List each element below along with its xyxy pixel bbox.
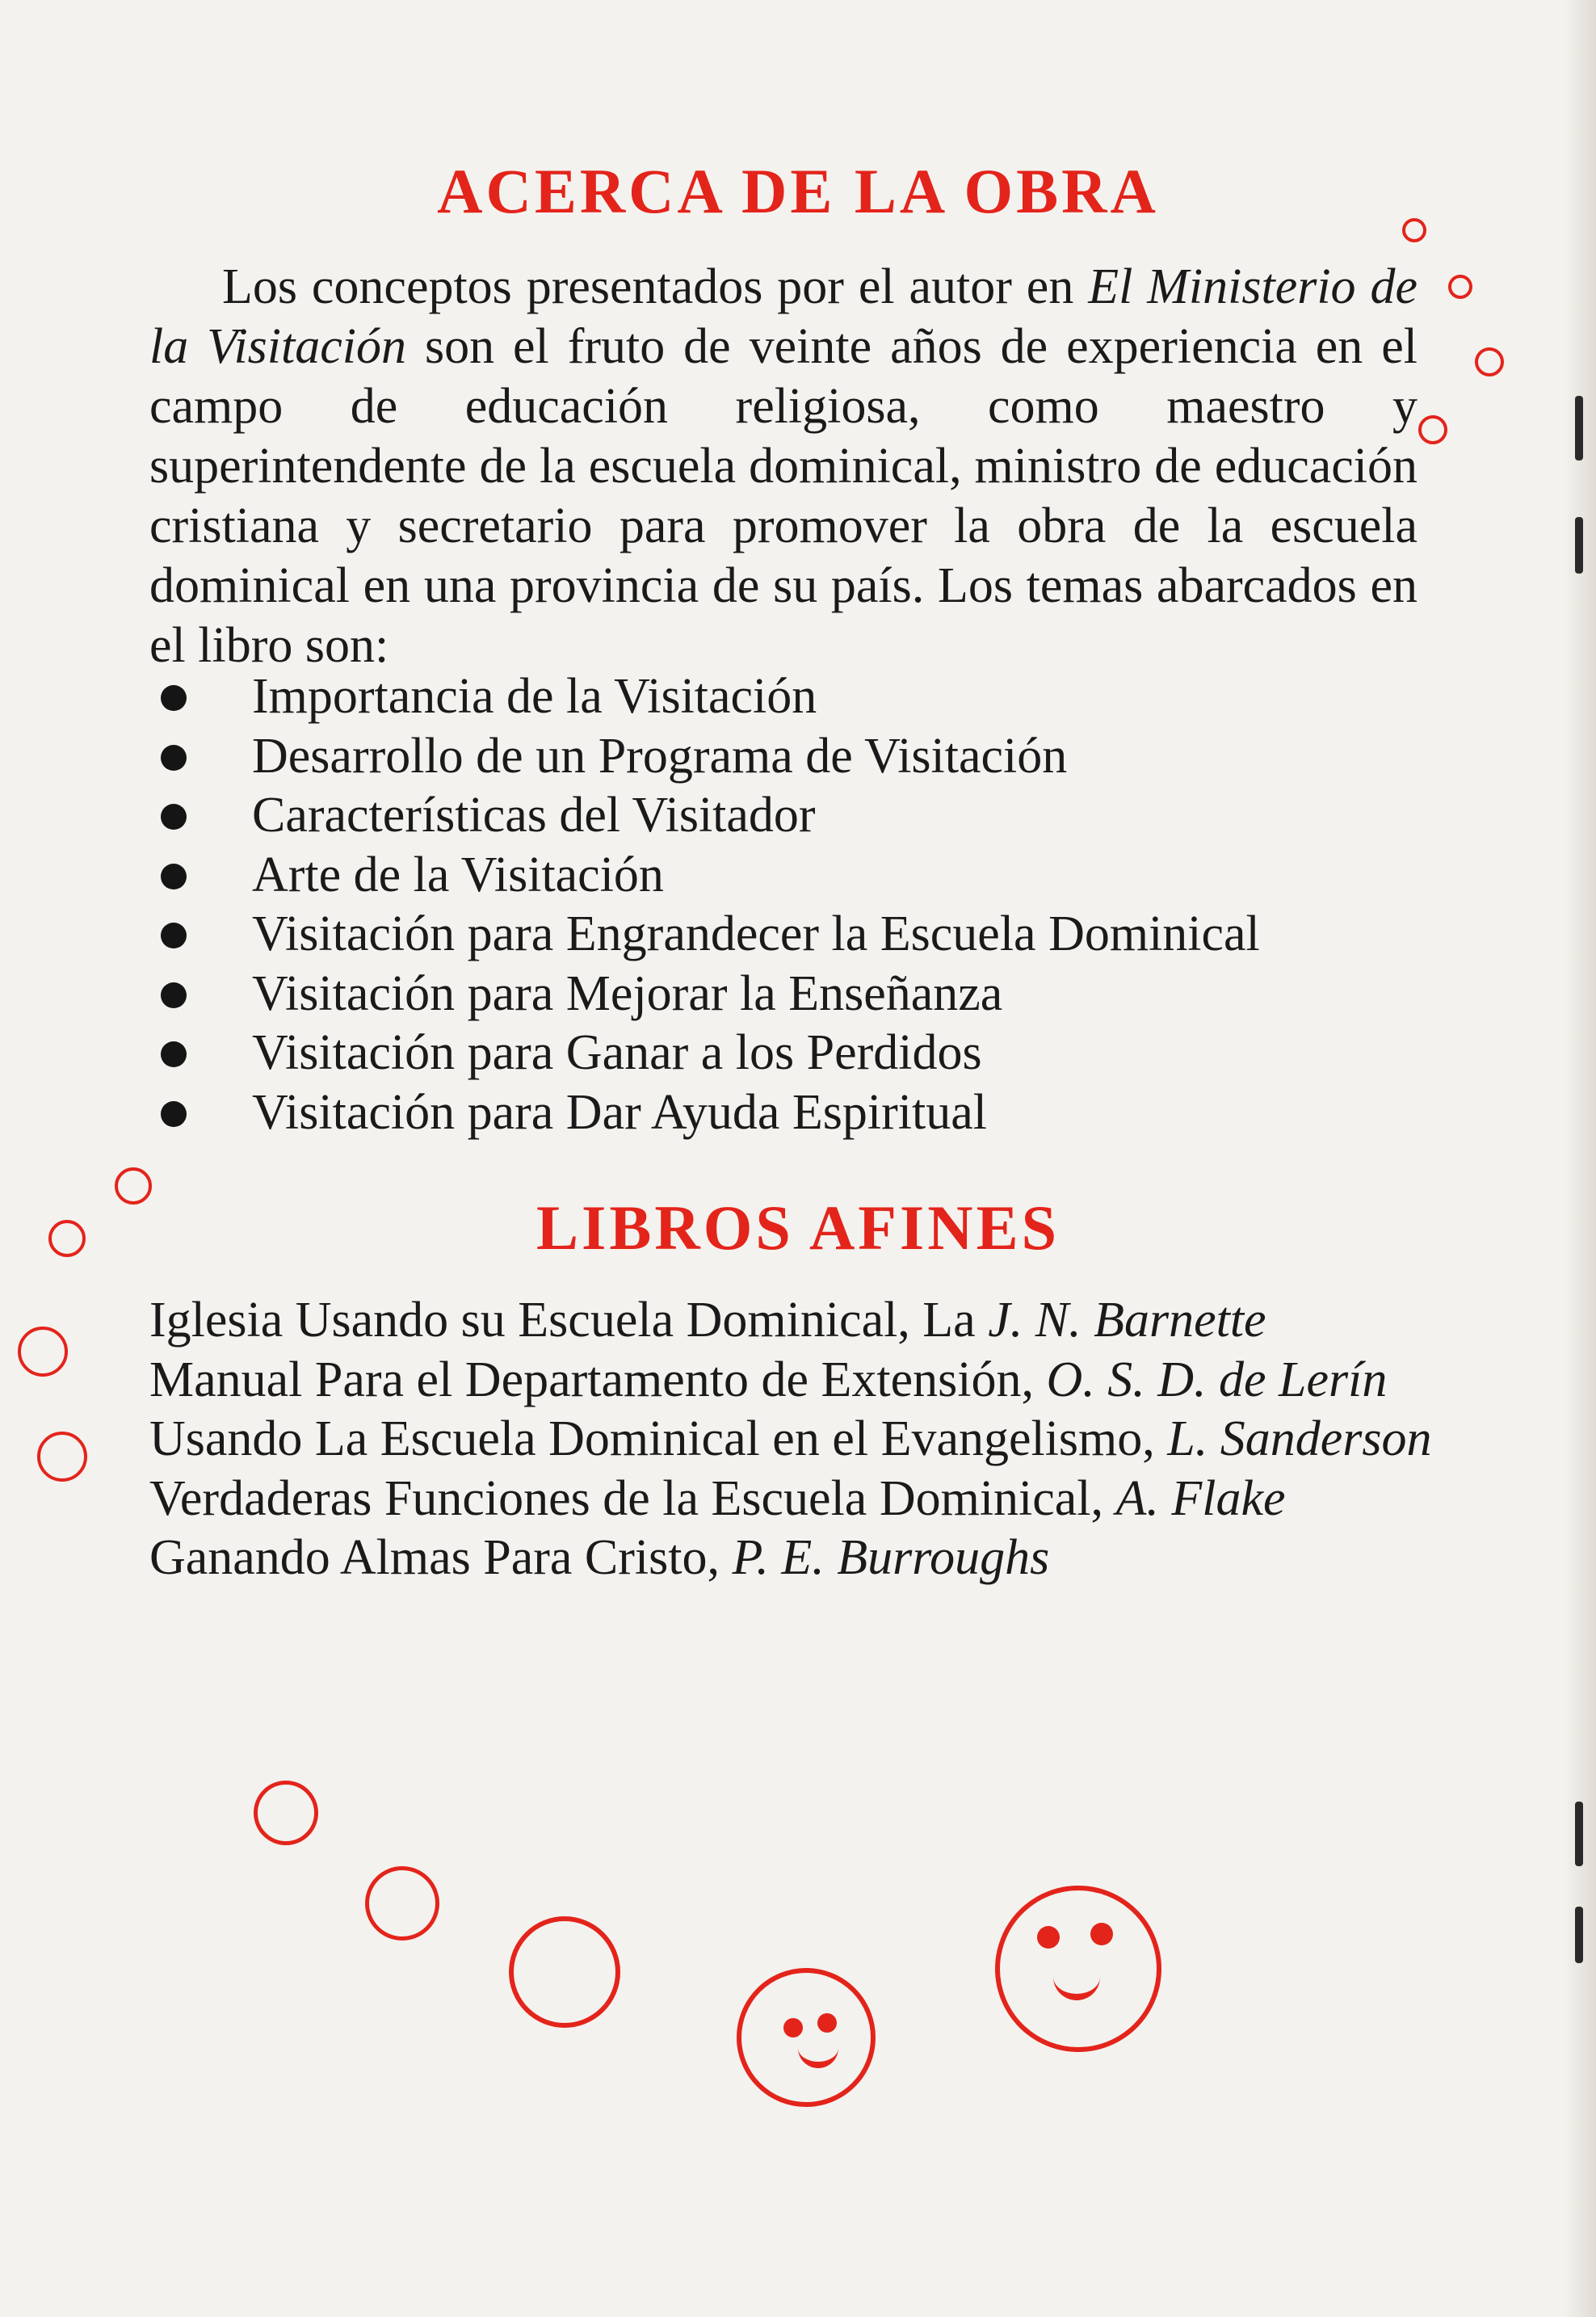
bullet-icon [161, 864, 187, 889]
book-title: Iglesia Usando su Escuela Dominical, La [149, 1293, 989, 1348]
topic-item: Arte de la Visitación [149, 846, 1442, 906]
bullet-icon [161, 804, 187, 830]
decor-circle [365, 1866, 439, 1941]
book-author: P. E. Burroughs [732, 1530, 1050, 1585]
topic-item: Desarrollo de un Programa de Visitación [149, 727, 1442, 787]
bullet-icon [161, 1041, 187, 1067]
book-author: O. S. D. de Lerín [1046, 1352, 1388, 1407]
about-paragraph [149, 257, 1418, 675]
bullet-icon [161, 1101, 187, 1127]
about-intro-end: son el fruto de veinte años de experiencia en el campo de educación religiosa, como maestro y superintendente de la escuela dominical, ministro de educación cristiana y secretario para promover la obra de la escuela dominical en una provincia de su país. Los temas abarcados en el libro son: [149, 319, 1418, 673]
book-title: Verdaderas Funciones de la Escuela Dominical, [149, 1470, 1116, 1526]
about-heading: ACERCA DE LA OBRA [437, 156, 1159, 226]
topic-item: Importancia de la Visitación [149, 667, 1442, 727]
decor-circle [254, 1781, 318, 1845]
bullet-icon [161, 923, 187, 948]
book-item [149, 1351, 1442, 1411]
decor-circle [1475, 347, 1504, 376]
book-author: A. Flake [1115, 1470, 1286, 1526]
book-title: El Ministerio de la Visitación [149, 259, 1418, 374]
book-item [149, 1410, 1442, 1470]
decor-circle [48, 1220, 86, 1257]
page-edge-shadow [1564, 0, 1596, 2317]
book-title: Manual Para el Departamento de Extensión, [149, 1352, 1047, 1407]
decor-circle [1418, 415, 1447, 444]
book-author: J. N. Barnette [988, 1293, 1266, 1348]
related-books-list [149, 1291, 1442, 1588]
bullet-icon [161, 685, 187, 711]
decor-circle [18, 1327, 68, 1377]
staple-mark [1575, 517, 1583, 574]
book-item [149, 1470, 1442, 1529]
topic-item: Visitación para Dar Ayuda Espiritual [149, 1083, 1442, 1143]
book-title: Usando La Escuela Dominical en el Evangelismo, [149, 1411, 1168, 1466]
staple-mark [1575, 396, 1583, 460]
staple-mark [1575, 1802, 1583, 1866]
book-author: L. Sanderson [1167, 1411, 1432, 1466]
decor-circle [509, 1916, 620, 2028]
related-books-heading: LIBROS AFINES [536, 1192, 1060, 1263]
decor-circle [1402, 218, 1426, 242]
smiley-face-icon [995, 1886, 1161, 2052]
topic-item: Visitación para Ganar a los Perdidos [149, 1024, 1442, 1083]
topic-item: Visitación para Mejorar la Enseñanza [149, 965, 1442, 1024]
about-intro-start: Los conceptos presentados por el autor en [222, 259, 1089, 314]
topic-item: Visitación para Engrandecer la Escuela Dominical [149, 905, 1442, 965]
staple-mark [1575, 1907, 1583, 1963]
book-item [149, 1529, 1442, 1588]
bullet-icon [161, 745, 187, 771]
smiley-face-icon [737, 1968, 876, 2107]
decor-circle [1448, 275, 1472, 299]
topic-item: Características del Visitador [149, 786, 1442, 846]
bullet-icon [161, 982, 187, 1008]
decor-circle [37, 1432, 87, 1482]
topics-list [149, 667, 1442, 1142]
book-item [149, 1291, 1442, 1351]
book-title: Ganando Almas Para Cristo, [149, 1530, 733, 1585]
decor-circle [115, 1167, 152, 1205]
